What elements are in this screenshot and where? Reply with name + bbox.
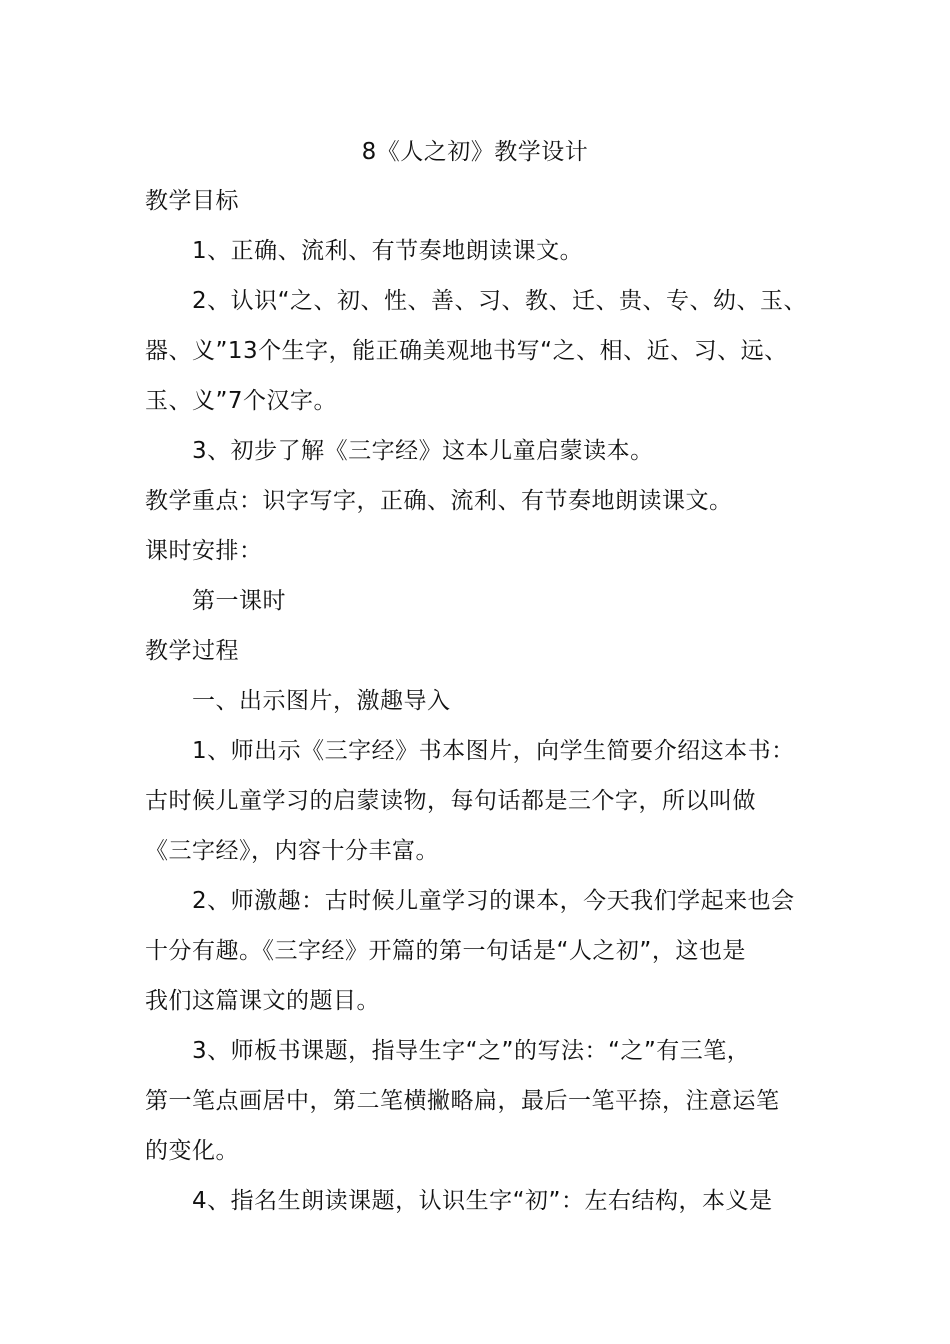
step-3-line-1: 3、师板书课题，指导生字“之”的写法：“之”有三笔， [192, 1038, 751, 1064]
goal-3: 3、初步了解《三字经》这本儿童启蒙读本。 [192, 438, 654, 464]
schedule-heading: 课时安排： [145, 538, 263, 564]
step-2-line-2: 十分有趣。《三字经》开篇的第一句话是“人之初”，这也是 [145, 938, 746, 964]
goal-2-line-2: 器、义”13个生字，能正确美观地书写“之、相、近、习、远、 [145, 338, 788, 364]
step-4-line-1: 4、指名生朗读课题，认识生字“初”：左右结构，本义是 [192, 1188, 773, 1214]
step-1-line-2: 古时候儿童学习的启蒙读物，每句话都是三个字，所以叫做 [145, 788, 756, 814]
first-lesson: 第一课时 [192, 588, 286, 614]
key-points: 教学重点：识字写字，正确、流利、有节奏地朗读课文。 [145, 488, 733, 514]
heading-teaching-process: 教学过程 [145, 638, 239, 664]
goal-1: 1、正确、流利、有节奏地朗读课文。 [192, 238, 584, 264]
step-1-line-1: 1、师出示《三字经》书本图片，向学生简要介绍这本书： [192, 738, 795, 764]
section-1-heading: 一、出示图片，激趣导入 [192, 688, 451, 714]
step-1-line-3: 《三字经》，内容十分丰富。 [145, 838, 439, 864]
document-title: 8《人之初》教学设计 [361, 139, 589, 165]
step-3-line-2: 第一笔点画居中，第二笔横撇略扁，最后一笔平捺，注意运笔 [145, 1088, 780, 1114]
step-2-line-3: 我们这篇课文的题目。 [145, 988, 380, 1014]
goal-2-line-3: 玉、义”7个汉字。 [145, 388, 338, 414]
goal-2-line-1: 2、认识“之、初、性、善、习、教、迁、贵、专、幼、玉、 [192, 288, 808, 314]
step-3-line-3: 的变化。 [145, 1138, 239, 1164]
heading-teaching-goals: 教学目标 [145, 188, 239, 214]
step-2-line-1: 2、师激趣：古时候儿童学习的课本，今天我们学起来也会 [192, 888, 795, 914]
